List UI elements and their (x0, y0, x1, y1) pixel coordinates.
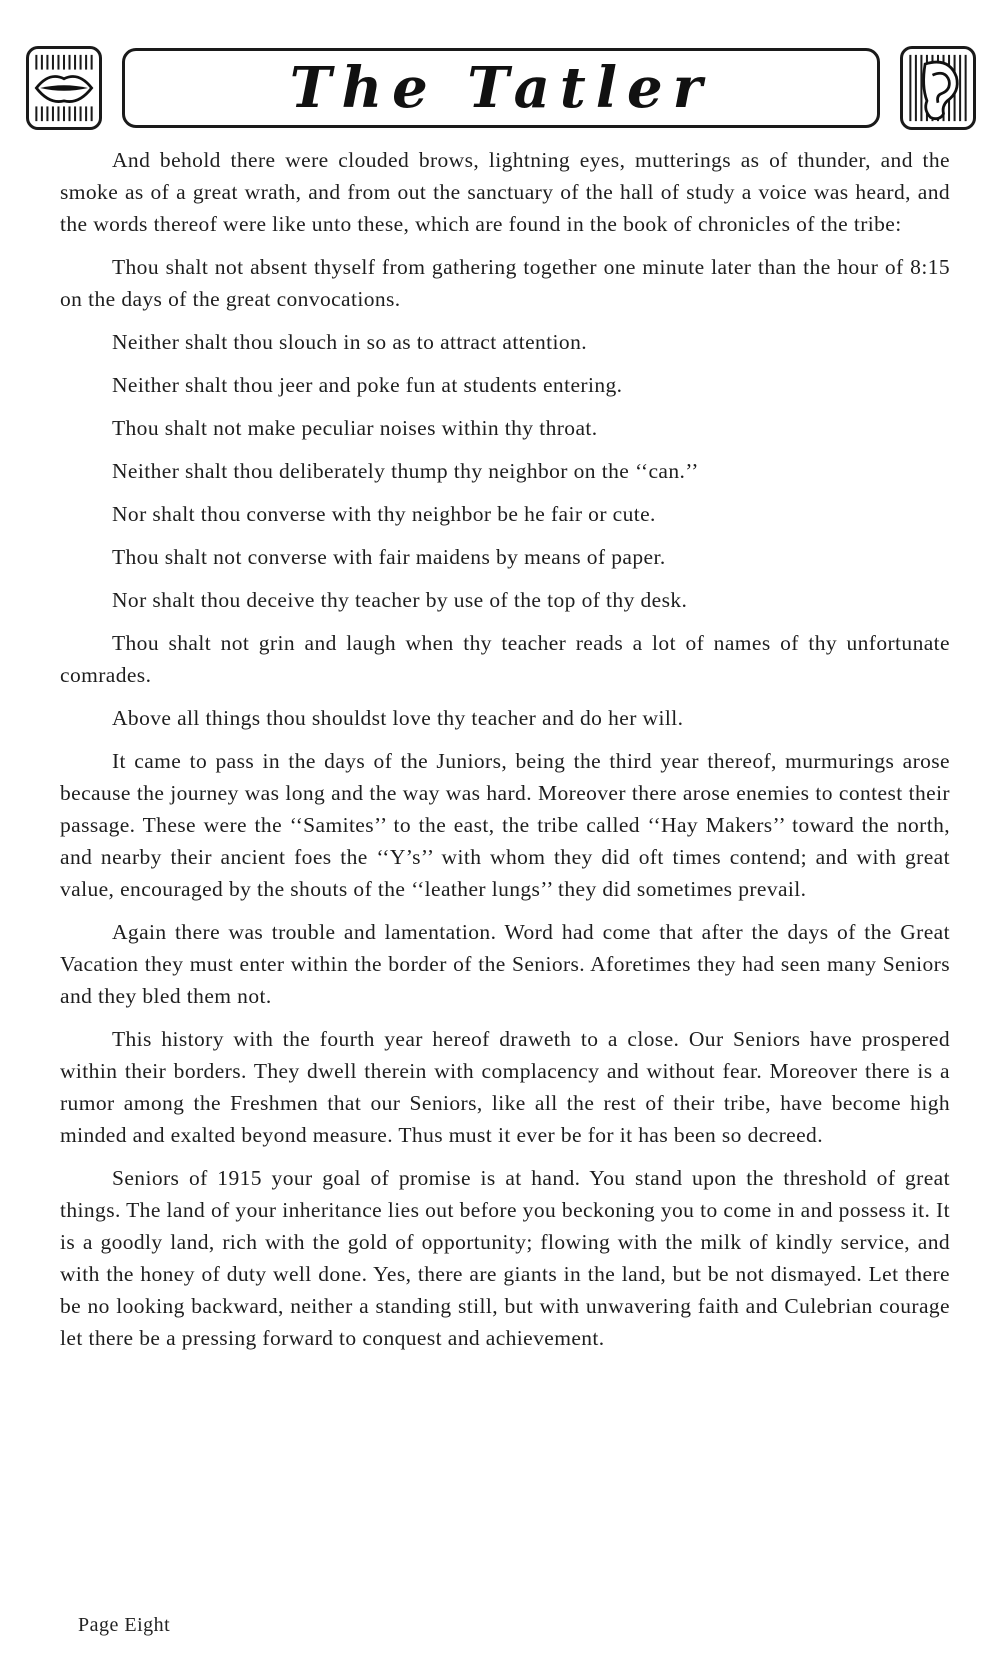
page-number: Page Eight (78, 1614, 171, 1636)
ear-icon (900, 46, 976, 130)
lips-icon (26, 46, 102, 130)
title-box (122, 48, 880, 128)
paragraph: Thou shalt not converse with fair maidens by means of paper. (112, 545, 666, 569)
paragraph: Neither shalt thou deliberately thump thy neighbor on the ‘‘can.’’ (112, 459, 699, 483)
masthead (26, 46, 976, 132)
paragraph: Thou shalt not absent thyself from gathering together one minute later than the hour of 8:15 on the days of the great convocations. (60, 255, 950, 311)
paragraph: Nor shalt thou converse with thy neighbor be he fair or cute. (112, 502, 656, 526)
paragraph: Thou shalt not make peculiar noises within thy throat. (112, 416, 598, 440)
paragraph: Thou shalt not grin and laugh when thy teacher reads a lot of names of thy unfortunate comrades. (60, 631, 950, 687)
paragraph: This history with the fourth year hereof draweth to a close. Our Seniors have prospered within their borders. They dwell therein with complacency and without fear. Moreover there is a rumor among the Freshmen that our Seniors, like all the rest of their tribe, have become high minded and exalted beyond measure. Thus must it ever be for it has been so decreed. (60, 1027, 950, 1147)
paragraph: Neither shalt thou jeer and poke fun at students entering. (112, 373, 623, 397)
paragraph: Again there was trouble and lamentation. Word had come that after the days of the Great Vacation they must enter within the border of the Seniors. Aforetimes they had seen many Seniors and they bled them not. (60, 920, 950, 1008)
paragraph: It came to pass in the days of the Juniors, being the third year thereof, murmurings arose because the journey was long and the way was hard. Moreover there arose enemies to contest their passage. These were the ‘‘Samites’’ to the east, the tribe called ‘‘Hay Makers’’ toward the north, and nearby their ancient foes the ‘‘Y’s’’ with whom they did oft times contend; and with great value, encouraged by the shouts of the ‘‘leather lungs’’ they did sometimes prevail. (60, 749, 950, 901)
publication-title: The Tatler (289, 55, 713, 121)
paragraph: And behold there were clouded brows, lightning eyes, mutterings as of thunder, and the smoke as of a great wrath, and from out the sanctuary of the hall of study a voice was heard, and the words thereof were like unto these, which are found in the book of chronicles of the tribe: (60, 148, 950, 236)
paragraph: Above all things thou shouldst love thy teacher and do her will. (112, 706, 684, 730)
article-body (60, 144, 950, 1365)
paragraph: Neither shalt thou slouch in so as to attract attention. (112, 330, 587, 354)
paragraph: Seniors of 1915 your goal of promise is at hand. You stand upon the threshold of great things. The land of your inheritance lies out before you beckoning you to come in and possess it. It is a goodly land, rich with the gold of opportunity; flowing with the milk of kindly service, and with the honey of duty well done. Yes, there are giants in the land, but be not dismayed. Let there be no looking backward, neither a standing still, but with unwavering faith and Culebrian courage let there be a pressing forward to conquest and achievement. (60, 1166, 950, 1350)
paragraph: Nor shalt thou deceive thy teacher by use of the top of thy desk. (112, 588, 688, 612)
